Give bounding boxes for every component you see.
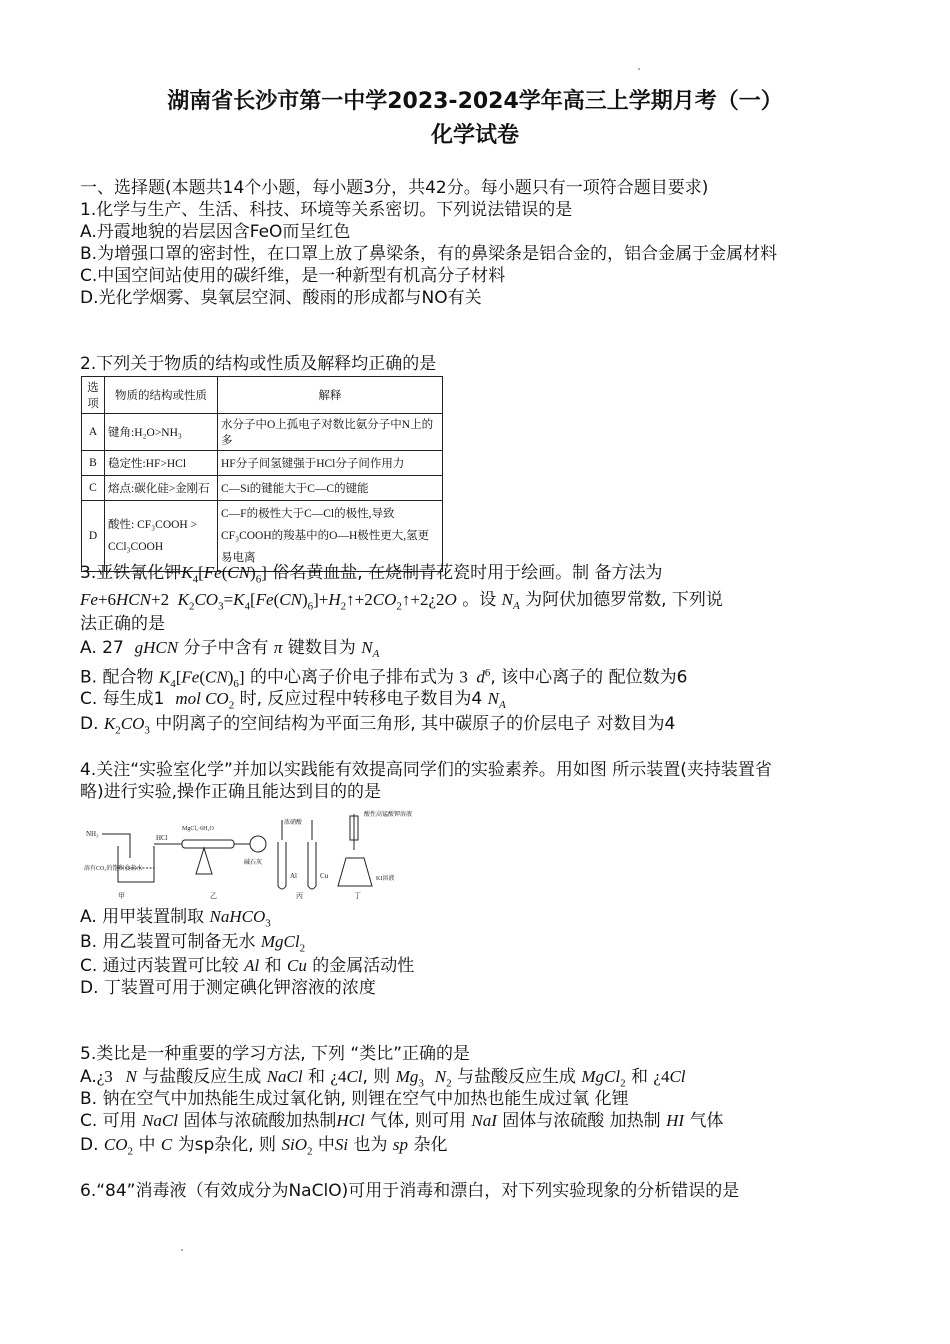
- q2-row-option: A: [82, 414, 105, 451]
- exam-title-line2: 化学试卷: [430, 123, 519, 148]
- q3-a-mid: 分子中含有: [183, 638, 269, 658]
- q3-option-c: C. 每生成1 mol $CO_2$ 时, 反应过程中转移电子数目为4 $N_A$: [80, 689, 506, 712]
- q1-option-a: A.丹霞地貌的岩层因含FeO而呈红色: [80, 222, 351, 242]
- q2-row-option: B: [82, 451, 105, 476]
- q2-row-property: 酸性: CF₃COOH > CCl₃COOH: [105, 501, 218, 572]
- q4-option-d: D. 丁装置可用于测定碘化钾溶液的浓度: [80, 978, 376, 998]
- q4-apparatus-figure: [84, 810, 413, 902]
- q3-stem-b: 俗名黄血盐, 在烧制青花瓷时用于绘画。制 备方法为: [272, 563, 663, 583]
- q2-row-explanation: C—F的极性大于C—Cl的极性,导致CF₃COOH的羧基中的O—H极性更大,氢更易电离: [218, 501, 443, 572]
- label-ding: 丁: [354, 892, 361, 900]
- q2-row-explanation: 水分子中O上孤电子对数比氨分子中N上的多: [218, 414, 443, 451]
- q5-a-mid1: 与盐酸反应生成: [142, 1067, 262, 1087]
- label-mgcl2: MgCl₂·6H₂O: [182, 826, 214, 832]
- q5-d-mid3: 中: [317, 1135, 335, 1155]
- speck-mark: [638, 68, 640, 70]
- q5-c-pre: C. 可用: [80, 1111, 137, 1131]
- label-conc-nitric: 浓硝酸: [284, 820, 303, 826]
- q5-c-post: 气体: [689, 1111, 724, 1131]
- q4-stem-line2: 略)进行实验,操作正确且能达到目的的是: [80, 782, 382, 802]
- q3-d-pre: D.: [80, 714, 99, 734]
- q4-stem-line1: 4.关注“实验室化学”并加以实践能有效提高同学们的实验素养。用如图 所示装置(夹持装置省: [80, 760, 772, 780]
- q2-row-property: 熔点:碳化硅>金刚石: [105, 476, 218, 501]
- speck-mark: [181, 1249, 183, 1251]
- table-row: [82, 501, 443, 572]
- q2-row-explanation: HF分子间氢键强于HCl分子间作用力: [218, 451, 443, 476]
- q5-c-mid3: 固体与浓硫酸 加热制: [502, 1111, 661, 1131]
- q5-option-b: B. 钠在空气中加热能生成过氧化钠, 则锂在空气中加热也能生成过氧 化锂: [80, 1089, 629, 1109]
- q2-table-header: [82, 377, 443, 414]
- q1-option-b: B.为增强口罩的密封性，在口罩上放了鼻梁条，有的鼻梁条是铝合金的，铝合金属于金属材料: [80, 244, 778, 264]
- table-row: [82, 451, 443, 476]
- table-row: [82, 414, 443, 451]
- q2-header-property: 物质的结构或性质: [105, 377, 218, 414]
- q4-c-post: 的金属活动性: [312, 956, 415, 976]
- q4-b-pre: B. 用乙装置可制备无水: [80, 932, 256, 952]
- q3-d-mid: 中阴离子的空间结构为平面三角形, 其中碳原子的价层电子 对数目为4: [155, 714, 676, 734]
- q3-option-b: B. 配合物 $K_4[Fe(CN)_6]$ 的中心离子价电子排布式为 3 $d^6$, 该中心离子的 配位数为6: [80, 667, 688, 691]
- q4-c-pre: C. 通过丙装置可比较: [80, 956, 239, 976]
- q5-d-mid2: 为sp杂化, 则: [177, 1135, 277, 1155]
- q5-a-and2: 和: [631, 1067, 649, 1087]
- q5-a-pre: A.: [80, 1067, 97, 1087]
- q5-option-a: A.¿3 N 与盐酸反应生成 NaCl 和 ¿4Cl, 则 $Mg_3$ $N_2$ 与盐酸反应生成 MgCl$_2$ 和 ¿4Cl: [80, 1067, 686, 1090]
- section-heading: 一、选择题(本题共14个小题，每小题3分，共42分。每小题只有一项符合题目要求): [80, 178, 709, 198]
- q5-option-c: C. 可用 NaCl 固体与浓硫酸加热制HCl 气体, 则可用 NaI 固体与浓硫酸 加热制 HI 气体: [80, 1111, 724, 1131]
- q5-stem: 5.类比是一种重要的学习方法, 下列 “类比”正确的是: [80, 1044, 471, 1064]
- q6-stem: 6.“84”消毒液（有效成分为NaClO)可用于消毒和漂白，对下列实验现象的分析错误的是: [80, 1181, 740, 1201]
- q5-d-pre: D.: [80, 1135, 99, 1155]
- q3-option-d: D. $K_2CO_3$ 中阴离子的空间结构为平面三角形, 其中碳原子的价层电子 对数目为4: [80, 714, 676, 737]
- label-hcl: HCl: [156, 834, 168, 842]
- q5-c-mid1: 固体与浓硫酸加热制: [183, 1111, 337, 1131]
- q4-option-c: C. 通过丙装置可比较 Al 和 Cu 的金属活动性: [80, 956, 415, 976]
- label-cu: Cu: [320, 872, 329, 880]
- q2-row-option: D: [82, 501, 105, 572]
- q3-eq-tail: 。设: [462, 590, 497, 610]
- label-soda-lime: 碱石灰: [244, 860, 263, 866]
- q2-row-property: 键角:H₂O>NH₃: [105, 414, 218, 451]
- q3-line1: 3.亚铁氰化钾$K_4[Fe(CN)_6]$ 俗名黄血盐, 在烧制青花瓷时用于绘画。制 备方法为: [80, 563, 663, 586]
- q3-c-pre: C. 每生成1: [80, 689, 165, 709]
- q2-table: [81, 376, 443, 572]
- q5-c-mid2: 气体, 则可用: [370, 1111, 466, 1131]
- q3-na-text: 为阿伏加德罗常数, 下列说: [525, 590, 723, 610]
- label-bing: 丙: [296, 892, 303, 900]
- q2-row-property: 稳定性:HF>HCl: [105, 451, 218, 476]
- label-yi: 乙: [210, 892, 217, 900]
- q4-c-and: 和: [264, 956, 282, 976]
- q5-a-mid2: , 则: [362, 1067, 391, 1087]
- q3-b-mid: 的中心离子价电子排布式为: [249, 667, 454, 688]
- q4-option-a: A. 用甲装置制取 NaHCO$_3$: [80, 907, 271, 930]
- q3-a-post: 键数目为: [287, 638, 356, 658]
- q1-stem: 1.化学与生产、生活、科技、环境等关系密切。下列说法错误的是: [80, 200, 573, 220]
- q5-a-and: 和: [308, 1067, 325, 1087]
- q3-stem-a: 3.亚铁氰化钾: [80, 563, 182, 583]
- q5-option-d: D. $CO_2$ 中 C 为sp杂化, 则 SiO$_2$ 中Si 也为 sp 杂化: [80, 1135, 448, 1158]
- q1-option-d: D.光化学烟雾、臭氧层空洞、酸雨的形成都与NO有关: [80, 288, 482, 308]
- q4-a-pre: A. 用甲装置制取: [80, 907, 205, 927]
- q2-row-option: C: [82, 476, 105, 501]
- label-jia: 甲: [118, 892, 125, 900]
- q3-option-a: A. 27 gHCN 分子中含有 π 键数目为 $N_A$: [80, 638, 380, 661]
- q2-header-option: 选项: [82, 377, 105, 414]
- label-ki-solution: KI溶液: [376, 876, 395, 882]
- q3-b-pre: B. 配合物: [80, 667, 154, 688]
- q3-line2: Fe+6HCN+2 $K_2CO_3=K_4[Fe(CN)_6]+H_2↑+2CO_2↑+2¿2O$ 。设 $N_A$ 为阿伏加德罗常数, 下列说: [80, 590, 723, 613]
- q3-equation: Fe+6HCN+2 $K_2CO_3=K_4[Fe(CN)_6]+H_2↑+2CO_2↑+2¿2O$: [80, 590, 457, 613]
- q5-d-post: 杂化: [413, 1135, 448, 1155]
- q1-option-c: C.中国空间站使用的碳纤维，是一种新型有机高分子材料: [80, 266, 506, 286]
- q3-c-mid: 时, 反应过程中转移电子数目为4: [239, 689, 483, 709]
- q2-stem: 2.下列关于物质的结构或性质及解释均正确的是: [80, 354, 437, 374]
- q3-b-post: , 该中心离子的 配位数为6: [490, 667, 688, 688]
- table-row: [82, 476, 443, 501]
- label-al: Al: [290, 872, 297, 880]
- q5-d-mid4: 也为: [353, 1135, 388, 1155]
- q5-d-mid1: 中: [138, 1135, 156, 1155]
- q3-line3: 法正确的是: [80, 614, 165, 634]
- q4-option-b: B. 用乙装置可制备无水 MgCl$_2$: [80, 932, 306, 955]
- label-saturated-brine: 溶有CO₂的饱和食盐水: [84, 866, 143, 872]
- label-kmno4: 酸性高锰酸钾溶液: [364, 812, 413, 818]
- label-nh3: NH₃: [86, 830, 99, 838]
- q2-header-explanation: 解释: [218, 377, 443, 414]
- q2-row-explanation: C—Si的键能大于C—C的键能: [218, 476, 443, 501]
- q3-a-pre: A. 27: [80, 638, 124, 658]
- q5-a-mid3: 与盐酸反应生成: [456, 1067, 576, 1087]
- exam-title-line1: 湖南省长沙市第一中学2023-2024学年高三上学期月考（一）: [167, 89, 783, 114]
